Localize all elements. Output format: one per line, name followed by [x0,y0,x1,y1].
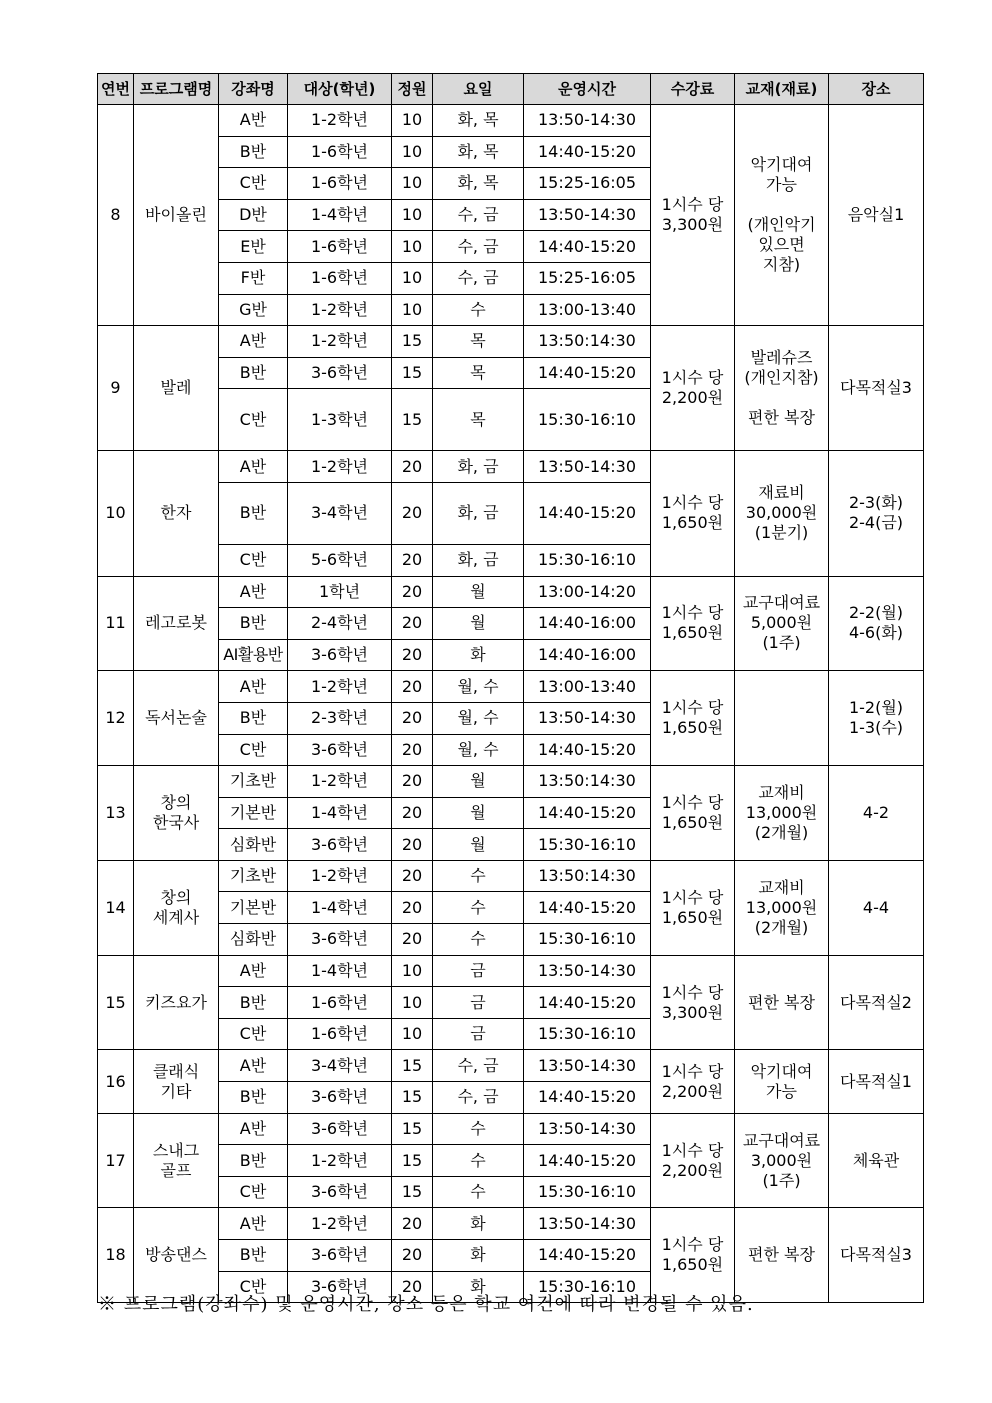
program-place: 2-2(월) 4-6(화) [829,576,924,671]
class-capacity: 10 [392,231,433,263]
class-capacity: 20 [392,734,433,766]
class-day: 수, 금 [433,231,524,263]
program-number: 8 [98,105,134,326]
class-time: 14:40-15:20 [524,892,651,924]
class-grade: 1-6학년 [288,136,392,168]
class-name: C반 [219,168,288,200]
class-name: B반 [219,1082,288,1114]
header-capacity: 정원 [392,74,433,105]
class-capacity: 20 [392,892,433,924]
program-name: 레고로봇 [134,576,219,671]
class-capacity: 10 [392,294,433,326]
table-row [98,1113,924,1145]
program-name: 스내그 골프 [134,1113,219,1208]
class-day: 수 [433,1145,524,1177]
class-grade: 1-4학년 [288,199,392,231]
class-capacity: 20 [392,766,433,798]
class-time: 13:50-14:30 [524,955,651,987]
table-row [98,105,924,137]
class-capacity: 10 [392,105,433,137]
class-capacity: 15 [392,1082,433,1114]
class-time: 14:40-15:20 [524,482,651,544]
class-day: 수 [433,1176,524,1208]
header-time: 운영시간 [524,74,651,105]
class-time: 14:40-15:20 [524,797,651,829]
class-capacity: 20 [392,608,433,640]
class-grade: 3-6학년 [288,829,392,861]
class-name: E반 [219,231,288,263]
program-name: 창의 세계사 [134,860,219,955]
class-capacity: 20 [392,797,433,829]
class-capacity: 20 [392,544,433,576]
class-time: 14:40-15:20 [524,357,651,389]
footnote: ※ 프로그램(강좌수) 및 운영시간, 장소 등은 학교 여건에 따라 변경될 수 있음. [98,1294,754,1315]
program-number: 17 [98,1113,134,1208]
program-name: 바이올린 [134,105,219,326]
class-capacity: 10 [392,262,433,294]
program-material: 교구대여료 5,000원 (1주) [735,576,829,671]
class-grade: 1학년 [288,576,392,608]
program-material: 교재비 13,000원 (2개월) [735,860,829,955]
class-grade: 2-3학년 [288,702,392,734]
class-day: 금 [433,1018,524,1050]
class-day: 월 [433,576,524,608]
class-capacity: 15 [392,389,433,451]
class-time: 14:40-15:20 [524,734,651,766]
program-number: 10 [98,451,134,576]
class-day: 수 [433,892,524,924]
class-time: 13:50-14:30 [524,1208,651,1240]
class-name: B반 [219,357,288,389]
program-material: 교구대여료 3,000원 (1주) [735,1113,829,1208]
class-time: 14:40-15:20 [524,231,651,263]
class-name: C반 [219,1176,288,1208]
program-place: 다목적실3 [829,326,924,451]
class-grade: 1-2학년 [288,671,392,703]
class-capacity: 20 [392,829,433,861]
class-grade: 1-2학년 [288,105,392,137]
table-row [98,766,924,798]
class-time: 14:40-16:00 [524,608,651,640]
program-material [735,671,829,766]
class-name: B반 [219,1145,288,1177]
class-time: 13:50-14:30 [524,451,651,483]
class-name: 기본반 [219,892,288,924]
class-capacity: 10 [392,1018,433,1050]
program-fee: 1시수 당 1,650원 [651,576,735,671]
program-fee: 1시수 당 2,200원 [651,1113,735,1208]
class-day: 월, 수 [433,734,524,766]
program-fee: 1시수 당 3,300원 [651,955,735,1050]
class-day: 월, 수 [433,671,524,703]
class-grade: 1-2학년 [288,1145,392,1177]
program-place: 체육관 [829,1113,924,1208]
class-grade: 1-2학년 [288,326,392,358]
table-row [98,451,924,483]
class-capacity: 20 [392,451,433,483]
class-name: A반 [219,105,288,137]
class-grade: 1-4학년 [288,955,392,987]
class-time: 14:40-15:20 [524,1145,651,1177]
program-fee: 1시수 당 1,650원 [651,671,735,766]
class-name: 기초반 [219,766,288,798]
program-name: 창의 한국사 [134,766,219,861]
class-name: A반 [219,451,288,483]
class-time: 13:00-13:40 [524,294,651,326]
header-place: 장소 [829,74,924,105]
class-time: 15:25-16:05 [524,168,651,200]
class-grade: 1-2학년 [288,294,392,326]
class-capacity: 15 [392,1113,433,1145]
class-time: 15:30-16:10 [524,1176,651,1208]
table-row [98,671,924,703]
class-grade: 3-6학년 [288,1082,392,1114]
class-grade: 3-6학년 [288,639,392,671]
program-material: 악기대여 가능 [735,1050,829,1113]
class-name: C반 [219,389,288,451]
class-time: 13:50:14:30 [524,860,651,892]
class-capacity: 20 [392,860,433,892]
header-grade: 대상(학년) [288,74,392,105]
class-grade: 3-6학년 [288,1271,392,1303]
class-day: 목 [433,357,524,389]
class-day: 화, 금 [433,451,524,483]
class-day: 월 [433,829,524,861]
program-number: 16 [98,1050,134,1113]
class-day: 수, 금 [433,199,524,231]
class-grade: 1-2학년 [288,860,392,892]
class-day: 목 [433,389,524,451]
class-capacity: 20 [392,924,433,956]
class-day: 화 [433,1271,524,1303]
class-name: B반 [219,608,288,640]
header-row [98,74,924,105]
class-time: 15:30-16:10 [524,924,651,956]
program-place: 다목적실3 [829,1208,924,1303]
class-name: 기본반 [219,797,288,829]
table-row [98,326,924,358]
class-day: 수 [433,1113,524,1145]
class-grade: 3-6학년 [288,734,392,766]
class-capacity: 15 [392,1176,433,1208]
program-place: 2-3(화) 2-4(금) [829,451,924,576]
class-time: 15:30-16:10 [524,389,651,451]
class-day: 목 [433,326,524,358]
class-name: G반 [219,294,288,326]
table-row [98,860,924,892]
table-row [98,1208,924,1240]
class-capacity: 20 [392,671,433,703]
program-place: 4-2 [829,766,924,861]
class-name: A반 [219,955,288,987]
program-place: 다목적실2 [829,955,924,1050]
program-material: 교재비 13,000원 (2개월) [735,766,829,861]
class-capacity: 20 [392,1208,433,1240]
class-day: 화 [433,1240,524,1272]
class-time: 15:30-16:10 [524,1271,651,1303]
class-grade: 3-6학년 [288,1176,392,1208]
class-name: B반 [219,702,288,734]
class-time: 13:00-14:20 [524,576,651,608]
class-time: 15:30-16:10 [524,1018,651,1050]
class-grade: 3-4학년 [288,1050,392,1082]
header-no: 연번 [98,74,134,105]
class-time: 13:50-14:30 [524,199,651,231]
class-name: A반 [219,671,288,703]
class-name: A반 [219,576,288,608]
class-time: 13:50-14:30 [524,1050,651,1082]
program-name: 발레 [134,326,219,451]
class-time: 13:50-14:30 [524,1113,651,1145]
class-capacity: 10 [392,199,433,231]
header-day: 요일 [433,74,524,105]
program-fee: 1시수 당 2,200원 [651,326,735,451]
class-grade: 3-6학년 [288,1113,392,1145]
program-fee: 1시수 당 2,200원 [651,1050,735,1113]
class-capacity: 10 [392,168,433,200]
class-grade: 1-6학년 [288,231,392,263]
class-name: B반 [219,1240,288,1272]
program-material: 재료비 30,000원 (1분기) [735,451,829,576]
program-number: 12 [98,671,134,766]
class-time: 15:30-16:10 [524,829,651,861]
program-name: 방송댄스 [134,1208,219,1303]
class-grade: 3-6학년 [288,357,392,389]
program-fee: 1시수 당 1,650원 [651,1208,735,1303]
program-place: 음악실1 [829,105,924,326]
class-time: 13:50:14:30 [524,326,651,358]
class-day: 금 [433,987,524,1019]
class-time: 14:40-15:20 [524,987,651,1019]
class-time: 15:25-16:05 [524,262,651,294]
class-time: 14:40-15:20 [524,136,651,168]
class-name: A반 [219,1050,288,1082]
class-day: 월 [433,608,524,640]
class-capacity: 15 [392,326,433,358]
header-material: 교재(재료) [735,74,829,105]
program-material: 악기대여 가능 (개인악기 있으면 지참) [735,105,829,326]
program-name: 키즈요가 [134,955,219,1050]
class-time: 14:40-16:00 [524,639,651,671]
class-name: 심화반 [219,829,288,861]
program-schedule-table [97,73,924,1303]
program-name: 한자 [134,451,219,576]
class-name: C반 [219,734,288,766]
class-grade: 1-2학년 [288,766,392,798]
class-day: 화, 목 [433,136,524,168]
class-capacity: 20 [392,1271,433,1303]
class-grade: 1-3학년 [288,389,392,451]
class-grade: 1-2학년 [288,1208,392,1240]
class-time: 13:50:14:30 [524,766,651,798]
program-fee: 1시수 당 3,300원 [651,105,735,326]
class-capacity: 20 [392,702,433,734]
program-number: 14 [98,860,134,955]
program-number: 15 [98,955,134,1050]
class-day: 화, 목 [433,105,524,137]
class-name: A반 [219,1113,288,1145]
class-grade: 3-4학년 [288,482,392,544]
class-name: C반 [219,1018,288,1050]
program-name: 독서논술 [134,671,219,766]
class-name: B반 [219,482,288,544]
class-name: 심화반 [219,924,288,956]
program-fee: 1시수 당 1,650원 [651,451,735,576]
class-capacity: 20 [392,1240,433,1272]
class-time: 15:30-16:10 [524,544,651,576]
class-capacity: 10 [392,987,433,1019]
program-number: 18 [98,1208,134,1303]
class-day: 월 [433,766,524,798]
program-material: 발레슈즈 (개인지참) 편한 복장 [735,326,829,451]
class-capacity: 20 [392,482,433,544]
class-time: 13:00-13:40 [524,671,651,703]
class-name: C반 [219,544,288,576]
header-program: 프로그램명 [134,74,219,105]
class-grade: 3-6학년 [288,924,392,956]
program-fee: 1시수 당 1,650원 [651,860,735,955]
class-day: 수, 금 [433,1082,524,1114]
program-name: 클래식 기타 [134,1050,219,1113]
class-grade: 1-4학년 [288,892,392,924]
class-name: F반 [219,262,288,294]
class-day: 수, 금 [433,262,524,294]
class-name: B반 [219,136,288,168]
class-grade: 1-6학년 [288,262,392,294]
program-place: 1-2(월) 1-3(수) [829,671,924,766]
class-name: D반 [219,199,288,231]
class-day: 화, 금 [433,482,524,544]
table-row [98,955,924,987]
class-day: 수, 금 [433,1050,524,1082]
class-day: 수 [433,860,524,892]
class-day: 금 [433,955,524,987]
class-grade: 2-4학년 [288,608,392,640]
class-grade: 1-2학년 [288,451,392,483]
class-grade: 1-4학년 [288,797,392,829]
class-capacity: 10 [392,955,433,987]
class-day: 월, 수 [433,702,524,734]
class-name: 기초반 [219,860,288,892]
class-name: B반 [219,987,288,1019]
class-capacity: 15 [392,357,433,389]
class-day: 화 [433,639,524,671]
schedule-body [98,105,924,1303]
class-time: 13:50-14:30 [524,702,651,734]
class-capacity: 10 [392,136,433,168]
header-fee: 수강료 [651,74,735,105]
class-grade: 3-6학년 [288,1240,392,1272]
program-fee: 1시수 당 1,650원 [651,766,735,861]
class-name: AI활용반 [219,639,288,671]
class-grade: 5-6학년 [288,544,392,576]
class-capacity: 15 [392,1050,433,1082]
program-number: 11 [98,576,134,671]
class-time: 14:40-15:20 [524,1082,651,1114]
class-capacity: 20 [392,639,433,671]
class-capacity: 15 [392,1145,433,1177]
class-day: 수 [433,924,524,956]
program-number: 13 [98,766,134,861]
class-grade: 1-6학년 [288,168,392,200]
program-material: 편한 복장 [735,955,829,1050]
class-name: A반 [219,1208,288,1240]
class-day: 화 [433,1208,524,1240]
table-row [98,1050,924,1082]
program-place: 다목적실1 [829,1050,924,1113]
class-grade: 1-6학년 [288,987,392,1019]
program-place: 4-4 [829,860,924,955]
class-day: 수 [433,294,524,326]
class-grade: 1-6학년 [288,1018,392,1050]
class-time: 13:50-14:30 [524,105,651,137]
program-number: 9 [98,326,134,451]
class-capacity: 20 [392,576,433,608]
class-name: C반 [219,1271,288,1303]
class-day: 월 [433,797,524,829]
class-time: 14:40-15:20 [524,1240,651,1272]
header-class: 강좌명 [219,74,288,105]
class-day: 화, 금 [433,544,524,576]
class-day: 화, 목 [433,168,524,200]
program-material: 편한 복장 [735,1208,829,1303]
table-row [98,576,924,608]
class-name: A반 [219,326,288,358]
